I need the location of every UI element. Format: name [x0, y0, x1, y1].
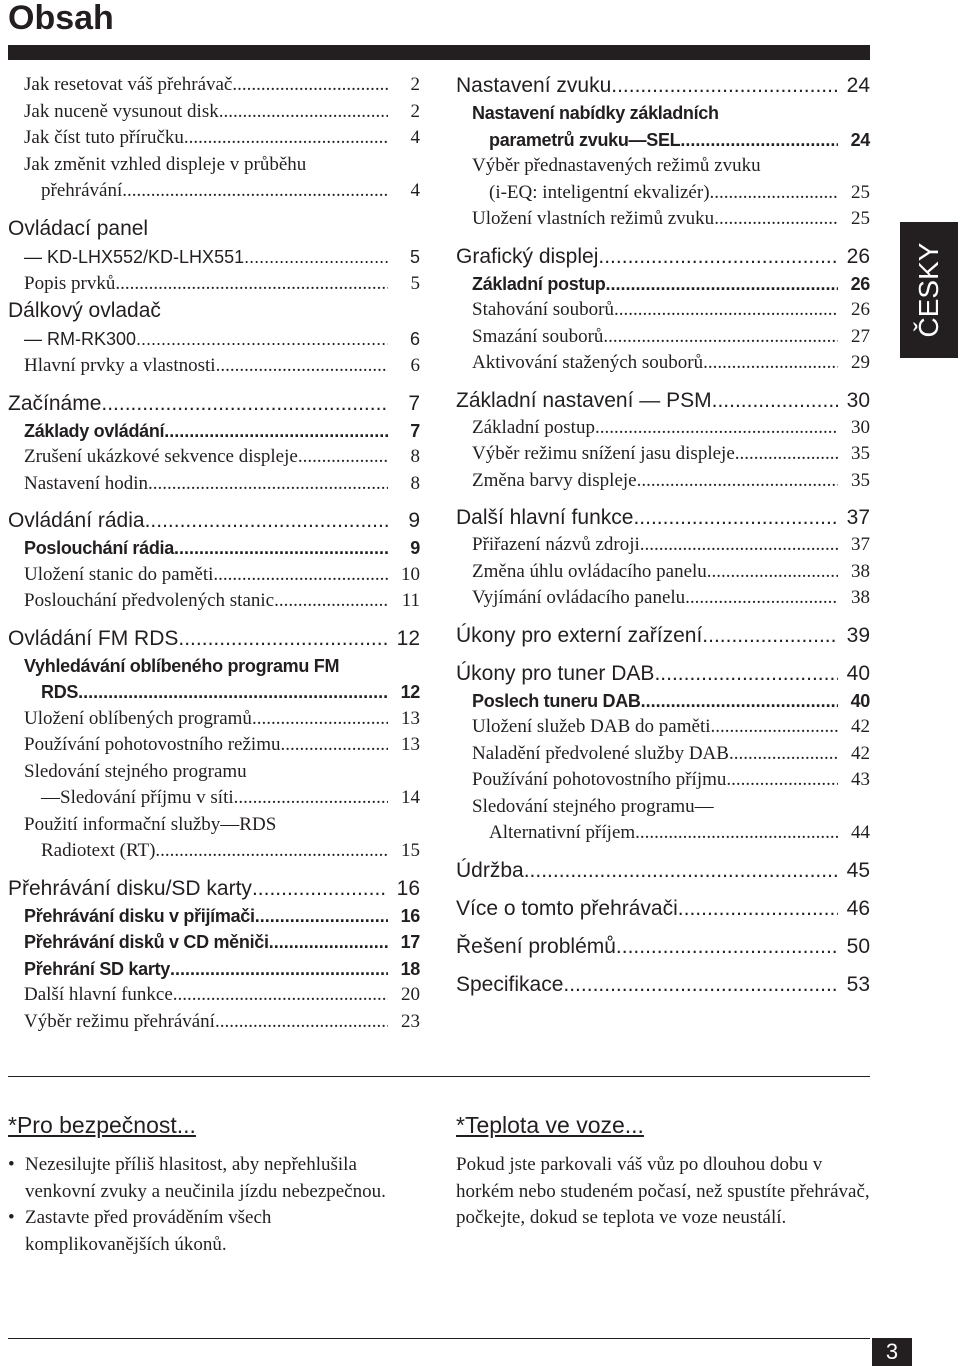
toc-gap [456, 233, 870, 243]
toc-entry [8, 535, 420, 562]
toc-page-number: 40 [846, 661, 870, 685]
toc-section [456, 243, 870, 271]
toc-leader-dots [563, 971, 838, 999]
toc-entry-label: —Sledování příjmu v síti [41, 787, 234, 808]
toc-entry [8, 838, 420, 865]
toc-leader-dots [219, 99, 388, 126]
safety-bullet: • Zastavte před prováděním všech komplikovanějších úkonů. [8, 1205, 420, 1258]
toc-leader-dots [244, 243, 388, 271]
toc-page-number: 24 [846, 74, 870, 97]
toc-leader-dots [598, 243, 838, 271]
toc-entry [8, 759, 420, 786]
toc-entry-label: Jak číst tuto příručku [24, 127, 184, 148]
toc-entry-label: Ovládací panel [8, 216, 149, 240]
toc-entry-label: Základy ovládání [24, 420, 165, 441]
toc-entry-label: Uložení stanic do paměti [24, 563, 214, 585]
toc-entry-label: Další hlavní funkce [456, 506, 634, 529]
safety-bullet: • Nezesilujte příliš hlasitost, aby nepřehlušila venkovní zvuky a neučinila jízdu nebezpečnou. [8, 1152, 420, 1205]
toc-leader-dots [255, 903, 388, 930]
toc-entry-label: Základní postup [472, 273, 606, 294]
toc-leader-dots [595, 415, 838, 442]
toc-leader-dots [614, 297, 838, 324]
toc-entry-label: Aktivování stažených souborů [472, 352, 704, 373]
page-number: 3 [872, 1338, 912, 1366]
toc-page-number: 46 [846, 896, 870, 920]
toc-leader-dots [616, 933, 838, 961]
toc-entry [456, 441, 870, 468]
toc-entry-label: (i-EQ: inteligentní ekvalizér) [489, 181, 710, 203]
toc-gap [456, 847, 870, 857]
toc-leader-dots [298, 444, 388, 471]
toc-entry [456, 415, 870, 442]
toc-entry [456, 688, 870, 715]
toc-page-number: 13 [401, 734, 420, 755]
toc-entry-label: Začínáme [8, 391, 102, 415]
toc-section [456, 895, 870, 923]
toc-entry-label: Popis prvků [24, 272, 116, 294]
toc-leader-dots [164, 418, 388, 445]
toc-entry-label: Přehrávání disku v přijímači [24, 905, 255, 926]
toc-entry-label: Základní postup [472, 416, 595, 438]
toc-gap [8, 380, 420, 390]
toc-entry [456, 180, 870, 207]
toc-entry-label: Smazání souborů [472, 325, 604, 347]
toc-leader-dots [252, 875, 388, 903]
toc-section [456, 933, 870, 961]
toc-entry-label: Dálkový ovladač [8, 299, 161, 322]
toc-entry-label: Specifikace [456, 972, 564, 996]
toc-entry-label: Základní nastavení — PSM [456, 388, 712, 412]
toc-page-number: 26 [851, 299, 870, 320]
toc-page-number: 7 [408, 391, 420, 415]
toc-leader-dots [145, 507, 388, 535]
toc-left-column [8, 72, 420, 1035]
title-rule [8, 45, 870, 60]
toc-entry-label: Změna barvy displeje [472, 469, 637, 491]
toc-page-number: 9 [410, 538, 420, 558]
toc-page-number: 40 [850, 690, 870, 711]
toc-entry [8, 732, 420, 759]
toc-page-number: 16 [396, 876, 420, 900]
toc-section [8, 297, 420, 325]
toc-entry [8, 679, 420, 706]
toc-entry [8, 812, 420, 839]
toc-entry-label: Poslouchání rádia [24, 538, 174, 558]
toc-page-number: 10 [401, 563, 420, 585]
toc-entry-label: Úkony pro externí zařízení [456, 623, 703, 647]
toc-page-number: 35 [851, 469, 870, 491]
toc-entry-label: Uložení vlastních režimů zvuku [472, 208, 715, 229]
toc-page-number: 38 [851, 587, 870, 608]
toc-page-number: 17 [400, 932, 420, 952]
toc-gap [456, 923, 870, 933]
temperature-text: Pokud jste parkovali váš vůz po dlouhou dobu v horkém nebo studeném počasí, než spustíte přehrávač, počkejte, dokud se teplota ve voze neustálí. [456, 1154, 870, 1228]
toc-entry-label: Jak resetovat váš přehrávač [24, 74, 233, 95]
toc-entry-label: Přehrávání disků v CD měniči [24, 932, 269, 952]
toc-page-number: 13 [401, 707, 420, 729]
toc-entry [456, 714, 870, 741]
toc-leader-dots [184, 125, 388, 152]
toc-section [456, 971, 870, 999]
toc-leader-dots [714, 206, 838, 233]
toc-section [8, 215, 420, 243]
toc-gap [456, 377, 870, 387]
toc-leader-dots [234, 785, 388, 812]
toc-gap [8, 865, 420, 875]
toc-page-number: 23 [401, 1010, 420, 1032]
toc-page-number: 30 [851, 416, 870, 438]
toc-entry [8, 1009, 420, 1036]
toc-entry [456, 559, 870, 586]
toc-leader-dots [170, 956, 388, 983]
toc-page-number: 25 [851, 181, 870, 203]
toc-entry [8, 588, 420, 615]
toc-page-number: 26 [846, 244, 870, 268]
toc-entry-label: Nastavení nabídky základních [472, 103, 719, 123]
toc-leader-dots [712, 387, 838, 415]
toc-leader-dots [707, 559, 838, 586]
toc-entry-label: Řešení problémů [456, 934, 616, 958]
toc-entry [8, 152, 420, 179]
toc-entry [8, 271, 420, 298]
toc-page-number: 2 [410, 74, 420, 95]
toc-page-number: 29 [851, 352, 870, 373]
toc-leader-dots [136, 325, 388, 353]
toc-leader-dots [703, 350, 838, 377]
toc-leader-dots [122, 178, 388, 205]
toc-entry [8, 785, 420, 812]
toc-leader-dots [232, 72, 388, 99]
toc-entry-label: Jak změnit vzhled displeje v průběhu [24, 153, 307, 175]
toc-page-number: 7 [410, 420, 420, 441]
toc-entry-label: Uložení služeb DAB do paměti [472, 716, 711, 737]
toc-leader-dots [637, 468, 838, 495]
toc-section [8, 390, 420, 418]
safety-title: *Pro bezpečnost... [8, 1112, 196, 1138]
toc-entry-label: Údržba [456, 858, 524, 882]
toc-entry-label: parametrů zvuku—SEL [489, 129, 681, 150]
toc-page-number: 4 [410, 180, 420, 201]
toc-entry [8, 929, 420, 956]
toc-entry [8, 903, 420, 930]
toc-entry-label: Naladění předvolené služby DAB [472, 742, 729, 764]
toc-page-number: 12 [400, 682, 420, 702]
toc-leader-dots [702, 622, 838, 650]
toc-leader-dots [735, 441, 838, 468]
toc-leader-dots [711, 714, 838, 741]
toc-leader-dots [611, 72, 838, 100]
toc-leader-dots [213, 562, 388, 589]
toc-section [456, 387, 870, 415]
language-tab-label: ČESKY [913, 242, 944, 338]
toc-leader-dots [101, 390, 388, 418]
toc-entry-label: Přiřazení názvů zdroji [472, 534, 640, 555]
toc-page-number: 8 [410, 472, 420, 494]
toc-entry-label: Stahování souborů [472, 299, 614, 320]
toc-entry [8, 653, 420, 680]
toc-leader-dots [148, 471, 388, 498]
toc-leader-dots [729, 741, 838, 768]
toc-leader-dots [115, 271, 388, 298]
toc-page-number: 37 [851, 534, 870, 555]
toc-entry [8, 982, 420, 1009]
toc-entry-label: Poslouchání předvolených stanic [24, 590, 275, 611]
toc-leader-dots [641, 688, 838, 715]
toc-entry-label: Jak nuceně vysunout disk [24, 100, 219, 122]
toc-section [456, 857, 870, 885]
toc-page-number: 25 [851, 208, 870, 229]
toc-entry-label: Více o tomto přehrávači [456, 896, 678, 920]
toc-page-number: 5 [409, 246, 420, 267]
toc-entry [8, 418, 420, 445]
toc-page-number: 14 [401, 787, 420, 808]
toc-entry-label: Používání pohotovostního režimu [24, 734, 281, 755]
toc-page-number: 27 [851, 325, 870, 347]
toc-entry-label: Zrušení ukázkové sekvence displeje [24, 446, 298, 467]
toc-entry-label: Ovládání FM RDS [8, 626, 179, 650]
toc-leader-dots [524, 857, 838, 885]
toc-page-number: 11 [401, 590, 420, 611]
toc-page-number: 39 [846, 623, 870, 647]
toc-page-number: 4 [410, 127, 420, 148]
toc-entry-label: Nastavení zvuku [456, 74, 612, 97]
toc-leader-dots [269, 929, 388, 956]
toc-entry [8, 956, 420, 983]
toc-entry [456, 297, 870, 324]
toc-entry-label: Nastavení hodin [24, 472, 149, 494]
toc-entry [8, 353, 420, 380]
toc-entry [456, 324, 870, 351]
toc-page-number: 30 [846, 388, 870, 412]
toc-page-number: 42 [851, 716, 870, 737]
section-divider [8, 1076, 870, 1077]
toc-entry [456, 767, 870, 794]
toc-leader-dots [215, 1009, 388, 1036]
toc-entry-label: Radiotext (RT) [41, 840, 156, 861]
toc-entry-label: — KD-LHX552/KD-LHX551 [24, 246, 245, 267]
toc-leader-dots [678, 895, 838, 923]
toc-entry-label: Změna úhlu ovládacího panelu [472, 560, 707, 582]
toc-entry [456, 794, 870, 821]
toc-entry-label: Sledování stejného programu— [472, 795, 714, 817]
toc-gap [456, 612, 870, 622]
toc-section [8, 625, 420, 653]
toc-page-number: 6 [410, 355, 420, 376]
toc-page-number: 8 [410, 446, 420, 467]
toc-leader-dots [635, 820, 838, 847]
toc-leader-dots [280, 732, 388, 759]
toc-entry-label: — RM-RK300 [24, 329, 137, 349]
toc-leader-dots [216, 353, 388, 380]
toc-entry [456, 206, 870, 233]
toc-entry-label: Alternativní příjem [489, 822, 636, 843]
toc-entry [8, 706, 420, 733]
toc-page-number: 43 [851, 769, 870, 790]
toc-page-number: 18 [400, 958, 420, 979]
toc-entry-label: Výběr režimu snížení jasu displeje [472, 443, 735, 464]
toc-leader-dots [680, 127, 838, 154]
toc-gap [8, 497, 420, 507]
toc-entry-label: přehrávání [41, 180, 123, 201]
toc-gap [8, 205, 420, 215]
toc-page-number: 24 [850, 129, 870, 150]
toc-section [456, 504, 870, 532]
toc-entry-label: Používání pohotovostního příjmu [472, 769, 727, 790]
toc-page-number: 15 [401, 840, 420, 861]
toc-page-number: 9 [408, 509, 420, 532]
toc-entry [8, 72, 420, 99]
toc-section [456, 622, 870, 650]
toc-leader-dots [633, 504, 838, 532]
toc-page-number: 50 [846, 934, 870, 958]
toc-leader-dots [640, 532, 838, 559]
toc-right-column [456, 72, 870, 999]
toc-entry-label: Poslech tuneru DAB [472, 690, 641, 711]
toc-entry-label: Přehrávání disku/SD karty [8, 876, 252, 900]
toc-leader-dots [685, 585, 838, 612]
toc-leader-dots [710, 180, 838, 207]
toc-page-number: 26 [850, 273, 870, 294]
toc-entry-label: Další hlavní funkce [24, 984, 173, 1005]
toc-entry-label: Uložení oblíbených programů [24, 707, 252, 729]
toc-entry [456, 820, 870, 847]
toc-page-number: 45 [846, 858, 870, 882]
toc-leader-dots [606, 271, 838, 298]
toc-page-number: 6 [409, 329, 420, 349]
toc-gap [456, 885, 870, 895]
toc-entry-label: Výběr přednastavených režimů zvuku [472, 155, 761, 176]
toc-entry [456, 127, 870, 154]
toc-page-number: 53 [846, 972, 870, 996]
language-tab [900, 222, 958, 358]
toc-leader-dots [173, 982, 388, 1009]
toc-entry [8, 178, 420, 205]
toc-entry-label: Vyjímání ovládacího panelu [472, 587, 686, 608]
toc-gap [8, 615, 420, 625]
toc-entry [456, 100, 870, 127]
toc-section [8, 507, 420, 535]
toc-page-number: 35 [851, 443, 870, 464]
toc-page-number: 16 [400, 905, 420, 926]
toc-entry-label: Grafický displej [456, 244, 599, 268]
toc-leader-dots [78, 679, 388, 706]
toc-entry-label: Ovládání rádia [8, 509, 145, 532]
safety-box [8, 1110, 420, 1258]
toc-leader-dots [274, 588, 388, 615]
toc-page-number: 5 [410, 272, 420, 294]
toc-entry-label: Vyhledávání oblíbeného programu FM [24, 655, 340, 676]
toc-entry [456, 271, 870, 298]
toc-gap [456, 650, 870, 660]
temperature-box [456, 1110, 870, 1232]
toc-entry [456, 585, 870, 612]
toc-page-number: 42 [851, 742, 870, 764]
toc-entry [456, 468, 870, 495]
toc-leader-dots [252, 706, 388, 733]
toc-entry [456, 350, 870, 377]
toc-section [8, 875, 420, 903]
toc-page-number: 20 [401, 984, 420, 1005]
toc-entry-label: Úkony pro tuner DAB [456, 661, 655, 685]
toc-leader-dots [155, 838, 388, 865]
toc-entry [8, 444, 420, 471]
toc-page-number: 44 [851, 822, 870, 843]
toc-gap [456, 494, 870, 504]
toc-entry-label: Hlavní prvky a vlastnosti [24, 355, 216, 376]
toc-section [456, 660, 870, 688]
toc-entry-label: RDS [41, 682, 79, 702]
footer-rule [8, 1338, 870, 1339]
toc-page-number: 2 [410, 100, 420, 122]
toc-gap [456, 961, 870, 971]
toc-page-number: 37 [846, 506, 870, 529]
temperature-title: *Teplota ve voze... [456, 1112, 644, 1138]
toc-leader-dots [603, 324, 838, 351]
toc-entry-label: Přehrání SD karty [24, 958, 170, 979]
toc-entry [456, 532, 870, 559]
toc-entry-label: Výběr režimu přehrávání [24, 1010, 215, 1032]
toc-entry [456, 741, 870, 768]
toc-entry [8, 471, 420, 498]
toc-entry-label: Sledování stejného programu [24, 760, 247, 782]
toc-section [456, 72, 870, 100]
toc-entry [8, 243, 420, 271]
toc-entry [8, 562, 420, 589]
toc-leader-dots [178, 625, 388, 653]
toc-leader-dots [174, 535, 388, 562]
toc-entry [8, 99, 420, 126]
toc-entry [456, 153, 870, 180]
toc-entry [8, 125, 420, 152]
toc-page-number: 38 [851, 560, 870, 582]
toc-entry-label: Použití informační služby—RDS [24, 813, 277, 835]
toc-leader-dots [654, 660, 838, 688]
toc-entry [8, 325, 420, 353]
toc-leader-dots [726, 767, 838, 794]
toc-page-number: 12 [396, 626, 420, 650]
page-title: Obsah [8, 0, 114, 37]
